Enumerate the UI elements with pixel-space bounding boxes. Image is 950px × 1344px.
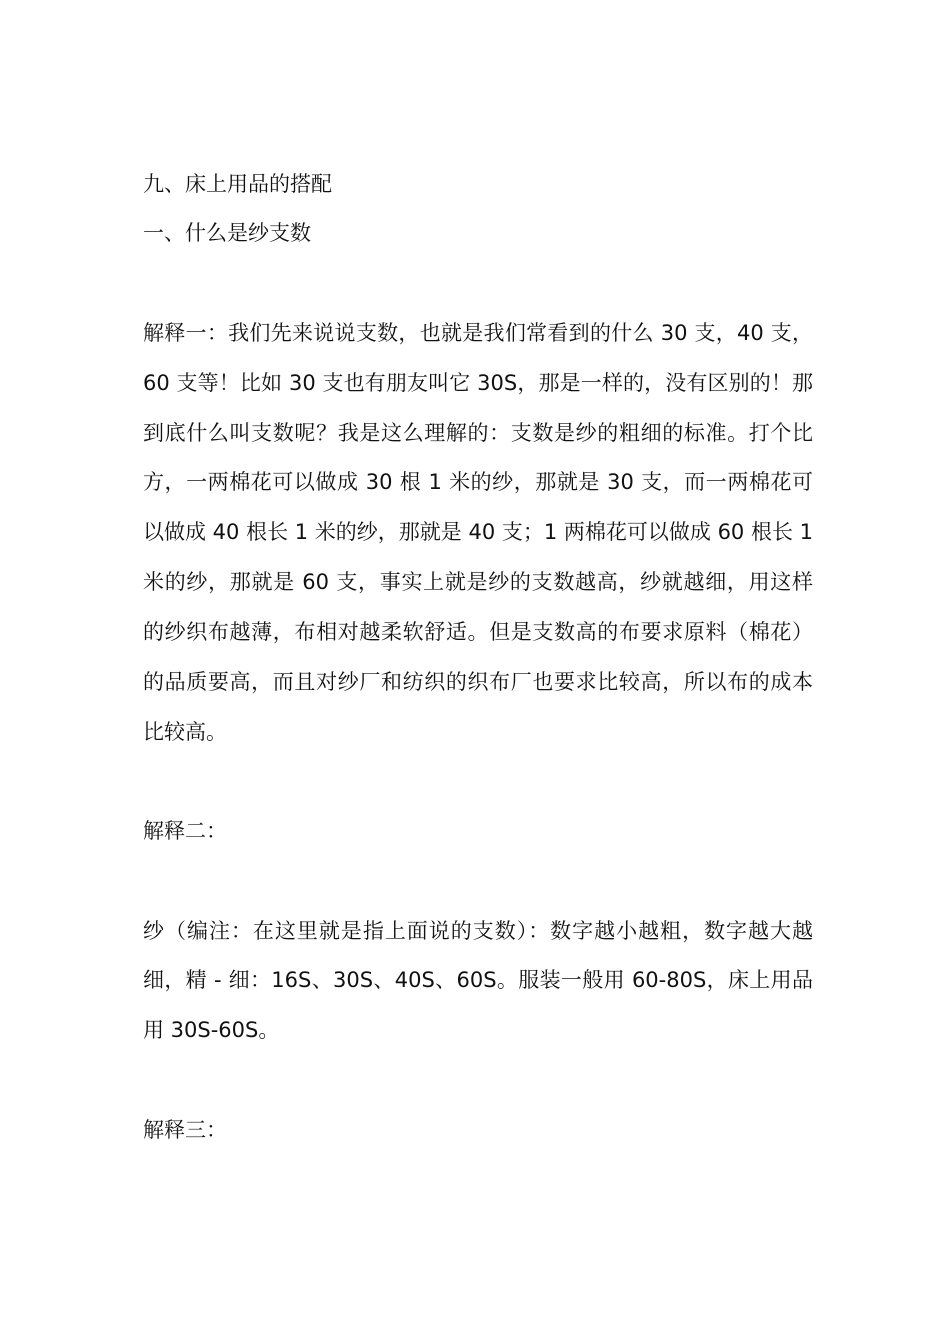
paragraph-line: 比较高。 bbox=[143, 720, 227, 744]
paragraph-line: 60 支等！比如 30 支也有朋友叫它 30S，那是一样的，没有区别的！那 bbox=[143, 371, 813, 395]
paragraph-line: 用 30S-60S。 bbox=[143, 1018, 280, 1042]
paragraph-line: 方，一两棉花可以做成 30 根 1 米的纱，那就是 30 支，而一两棉花可 bbox=[143, 470, 813, 494]
explanation-3-label: 解释三： bbox=[143, 1118, 227, 1142]
paragraph-line: 的品质要高，而且对纱厂和纺织的织布厂也要求比较高，所以布的成本 bbox=[143, 670, 813, 694]
paragraph-line: 米的纱，那就是 60 支，事实上就是纱的支数越高，纱就越细，用这样 bbox=[143, 570, 813, 594]
section-title: 九、床上用品的搭配 bbox=[143, 172, 332, 196]
paragraph-line: 以做成 40 根长 1 米的纱，那就是 40 支；1 两棉花可以做成 60 根长 1 bbox=[143, 520, 813, 544]
paragraph-line: 纱（编注：在这里就是指上面说的支数）：数字越小越粗，数字越大越 bbox=[143, 919, 813, 943]
explanation-2-label: 解释二： bbox=[143, 819, 227, 843]
paragraph-line: 到底什么叫支数呢？我是这么理解的：支数是纱的粗细的标准。打个比 bbox=[143, 421, 813, 445]
subsection-title: 一、什么是纱支数 bbox=[143, 221, 311, 245]
paragraph-line: 的纱织布越薄，布相对越柔软舒适。但是支数高的布要求原料（棉花） bbox=[143, 620, 813, 644]
paragraph-line: 解释一：我们先来说说支数，也就是我们常看到的什么 30 支，40 支， bbox=[143, 321, 813, 345]
paragraph-line: 细，精 - 细：16S、30S、40S、60S。服装一般用 60-80S，床上用品 bbox=[143, 968, 813, 992]
